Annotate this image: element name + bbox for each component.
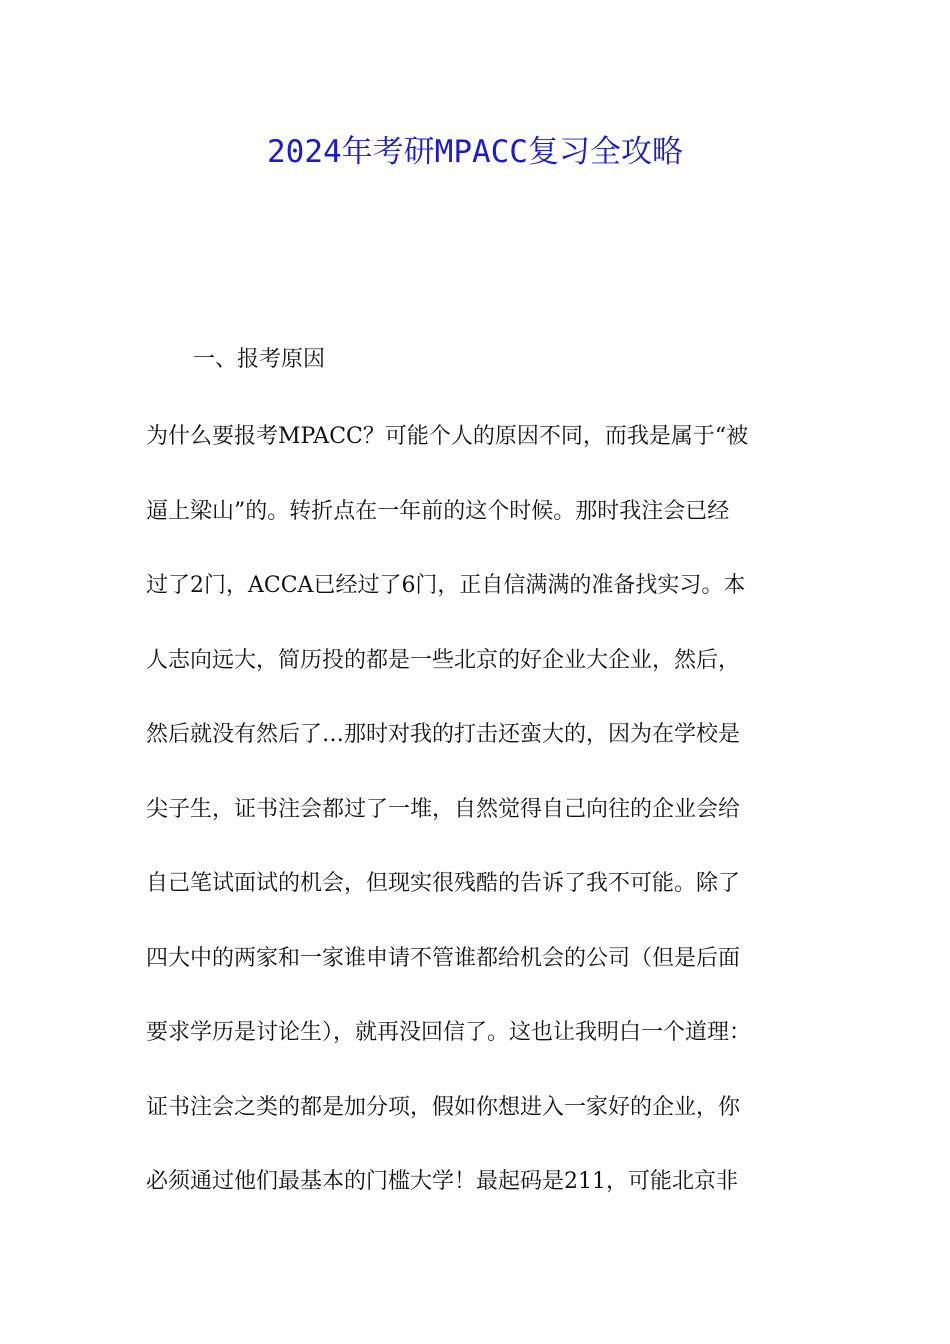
body-line: 必须通过他们最基本的门槛大学！最起码是211，可能北京非 (146, 1169, 738, 1194)
document-title: 2024年考研MPACC复习全攻略 (267, 134, 683, 170)
body-line: 人志向远大，简历投的都是一些北京的好企业大企业，然后， (146, 647, 741, 673)
body-line: 过了2门，ACCA已经过了6门，正自信满满的准备找实习。本 (146, 573, 746, 598)
body-line: 自己笔试面试的机会，但现实很残酷的告诉了我不可能。除了 (146, 871, 741, 896)
body-line: 为什么要报考MPACC？可能个人的原因不同，而我是属于“被 (146, 424, 749, 449)
body-line: 然后就没有然后了…那时对我的打击还蛮大的，因为在学校是 (146, 722, 741, 747)
body-line: 证书注会之类的都是加分项，假如你想进入一家好的企业，你 (146, 1094, 741, 1120)
body-line: 逼上梁山”的。转折点在一年前的这个时候。那时我注会已经 (146, 498, 730, 524)
body-line: 尖子生，证书注会都过了一堆，自然觉得自己向往的企业会给 (146, 796, 741, 822)
body-line: 要求学历是讨论生），就再没回信了。这也让我明白一个道理： (146, 1020, 752, 1045)
section-heading: 一、报考原因 (193, 347, 326, 372)
body-line: 四大中的两家和一家谁申请不管谁都给机会的公司（但是后面 (146, 945, 741, 971)
body-paragraph (146, 420, 836, 1240)
